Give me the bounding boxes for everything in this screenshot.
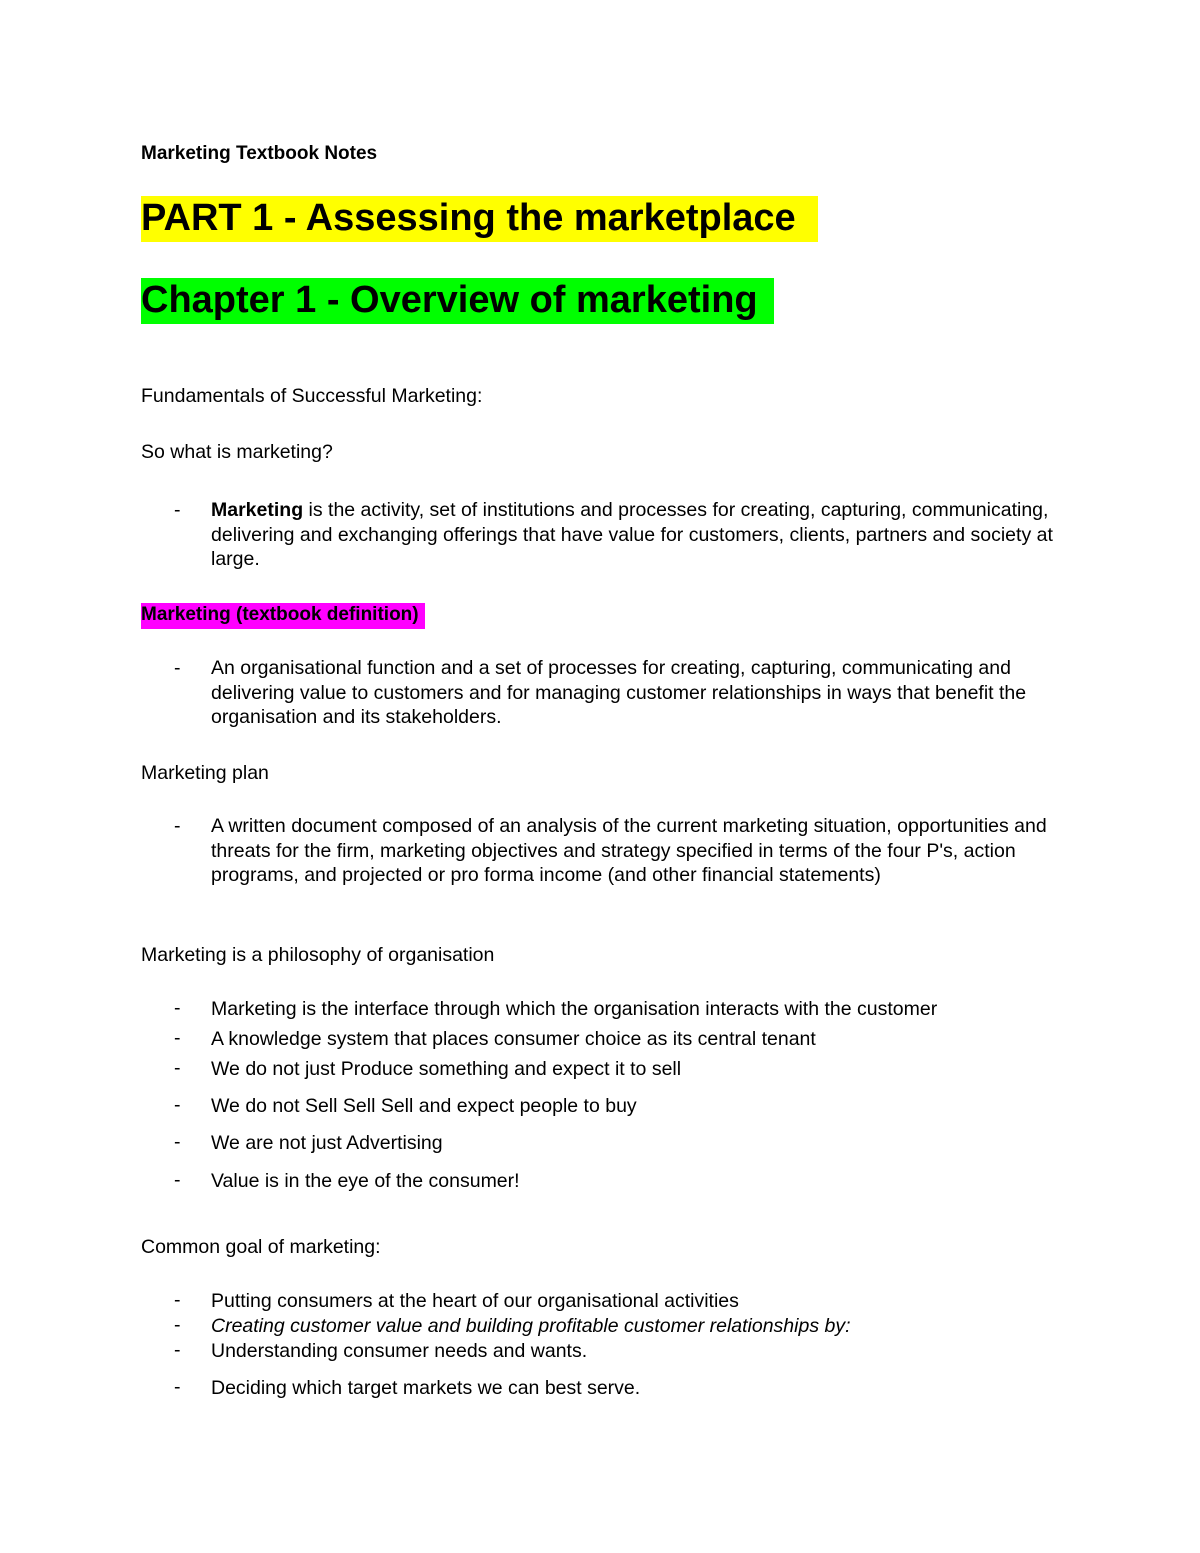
part-heading-block bbox=[141, 196, 818, 242]
bullet-dash: - bbox=[174, 1027, 181, 1049]
chapter-heading: Chapter 1 - Overview of marketing bbox=[141, 278, 774, 324]
definition-term: Marketing bbox=[211, 499, 304, 521]
definition-text: is the activity, set of institutions and processes for creating, capturing, communicating, delivering and exchanging offerings that have value for customers, clients, partners and society at large. bbox=[211, 499, 1053, 570]
philosophy-heading: Marketing is a philosophy of organisation bbox=[141, 944, 495, 966]
definition-item bbox=[211, 498, 1071, 572]
plan-item: A written document composed of an analysis of the current marketing situation, opportunities and threats for the firm, marketing objectives and strategy specified in terms of the four P's, action programs, and projected or pro forma income (and other financial statements) bbox=[211, 815, 1047, 886]
textbook-def-heading-block bbox=[141, 602, 425, 629]
bullet-dash: - bbox=[174, 1057, 181, 1079]
bullet-dash: - bbox=[174, 657, 181, 679]
philosophy-item: Value is in the eye of the consumer! bbox=[211, 1170, 520, 1192]
bullet-dash: - bbox=[174, 1094, 181, 1116]
bullet-dash: - bbox=[174, 1169, 181, 1191]
textbook-def-heading: Marketing (textbook definition) bbox=[141, 603, 425, 629]
goal-item: Creating customer value and building profitable customer relationships by: bbox=[211, 1315, 851, 1337]
what-is-question: So what is marketing? bbox=[141, 441, 333, 463]
bullet-dash: - bbox=[174, 499, 181, 521]
bullet-dash: - bbox=[174, 1314, 181, 1336]
goal-item: Deciding which target markets we can best serve. bbox=[211, 1377, 641, 1399]
part-heading: PART 1 - Assessing the marketplace bbox=[141, 196, 818, 242]
philosophy-item: We do not just Produce something and expect it to sell bbox=[211, 1058, 682, 1080]
document-title: Marketing Textbook Notes bbox=[141, 143, 378, 164]
bullet-dash: - bbox=[174, 1376, 181, 1398]
bullet-dash: - bbox=[174, 815, 181, 837]
goal-item: Understanding consumer needs and wants. bbox=[211, 1340, 588, 1362]
chapter-heading-block bbox=[141, 278, 774, 324]
philosophy-item: We do not Sell Sell Sell and expect people to buy bbox=[211, 1095, 637, 1117]
philosophy-item: A knowledge system that places consumer choice as its central tenant bbox=[211, 1028, 816, 1050]
philosophy-item: We are not just Advertising bbox=[211, 1132, 443, 1154]
bullet-dash: - bbox=[174, 1339, 181, 1361]
goal-item: Putting consumers at the heart of our organisational activities bbox=[211, 1290, 739, 1312]
plan-heading: Marketing plan bbox=[141, 762, 269, 784]
textbook-def-item: An organisational function and a set of processes for creating, capturing, communicating and delivering value to customers and for managing customer relationships in ways that benefit the organisation and its stakeholders. bbox=[211, 657, 1027, 728]
goal-heading: Common goal of marketing: bbox=[141, 1236, 381, 1258]
bullet-dash: - bbox=[174, 1131, 181, 1153]
fundamentals-heading: Fundamentals of Successful Marketing: bbox=[141, 385, 483, 407]
bullet-dash: - bbox=[174, 1289, 181, 1311]
bullet-dash: - bbox=[174, 997, 181, 1019]
philosophy-item: Marketing is the interface through which the organisation interacts with the customer bbox=[211, 998, 938, 1020]
